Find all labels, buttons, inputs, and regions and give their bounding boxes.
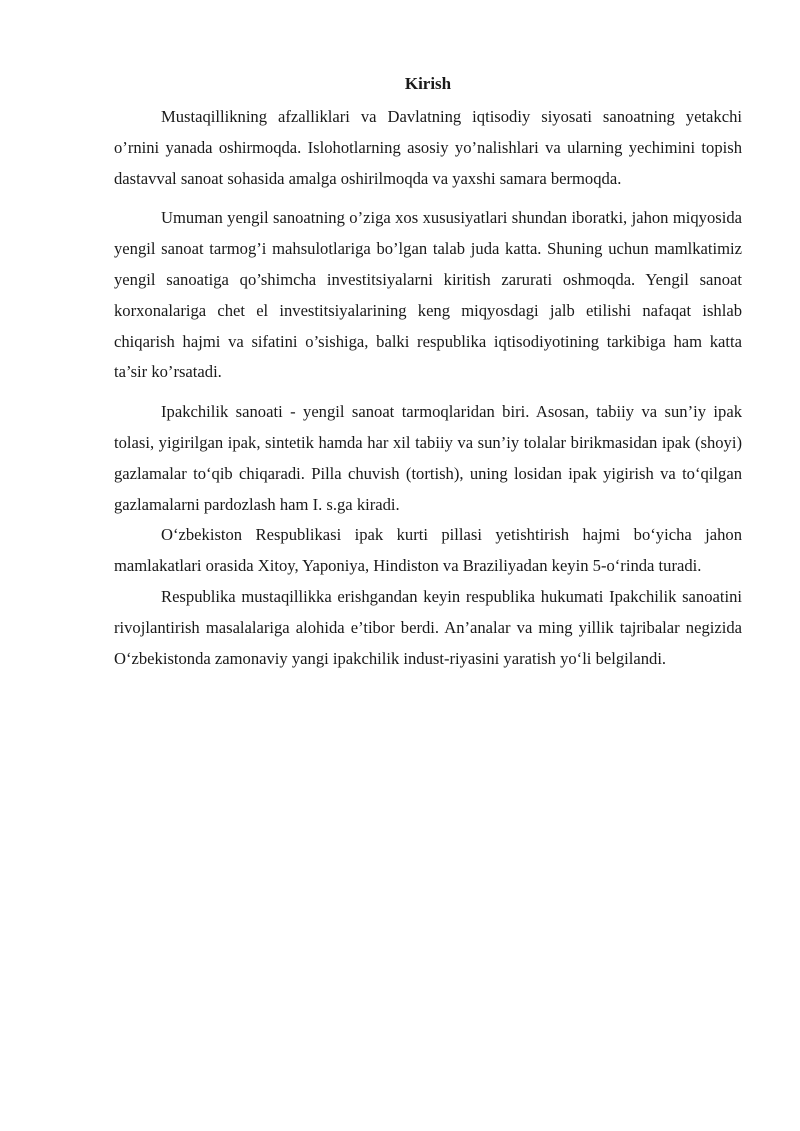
paragraph-3: Ipakchilik sanoati - yengil sanoat tarmoqlaridan biri. Asosan, tabiiy va sun’iy ipak tolasi, yigirilgan ipak, sintetik hamda har xil tabiiy va sun’iy tolalar birikmasidan ipak (shoyi) gazlamalar to‘qib chiqaradi. Pilla chuvish (tortish), uning losidan ipak yigirish va to‘qilgan gazlamalarni pardozlash ham I. s.ga kiradi. xyxy=(114,402,742,514)
page-title: Kirish xyxy=(404,74,452,93)
paragraph-1: Mustaqillikning afzalliklari va Davlatning iqtisodiy siyosati sanoatning yetakchi o’rnini yanada oshirmoqda. Islohotlarning asosiy yo’nalishlari va ularning yechimini topish dastavval sanoat sohasida amalga oshirilmoqda va yaxshi samara bermoqda. xyxy=(114,107,742,188)
document-page xyxy=(114,74,742,674)
paragraph-2: Umuman yengil sanoatning o’ziga xos xususiyatlari shundan iboratki, jahon miqyosida yengil sanoat tarmog’i mahsulotlariga bo’lgan talab juda katta. Shuning uchun mamlkatimiz yengil sanoatiga qo’shimcha investitsiyalarni kiritish zarurati oshmoqda. Yengil sanoat korxonalariga chet el investitsiyalarining keng miqyosdagi jalb etilishi nafaqat ishlab chiqarish hajmi va sifatini o’sishiga, balki respublika iqtisodiyotining tarkibiga ham katta ta’sir ko’rsatadi. xyxy=(114,208,742,382)
paragraph-5: Respublika mustaqillikka erishgandan keyin respublika hukumati Ipakchilik sanoatini rivojlantirish masalalariga alohida e’tibor berdi. An’analar va ming yillik tajribalar negizida O‘zbekistonda zamonaviy yangi ipakchilik indust-riyasini yaratish yo‘li belgilandi. xyxy=(114,586,742,668)
paragraph-4: O‘zbekiston Respublikasi ipak kurti pillasi yetishtirish hajmi bo‘yicha jahon mamlakatlari orasida Xitoy, Yaponiya, Hindiston va Braziliyadan keyin 5-o‘rinda turadi. xyxy=(114,525,742,576)
